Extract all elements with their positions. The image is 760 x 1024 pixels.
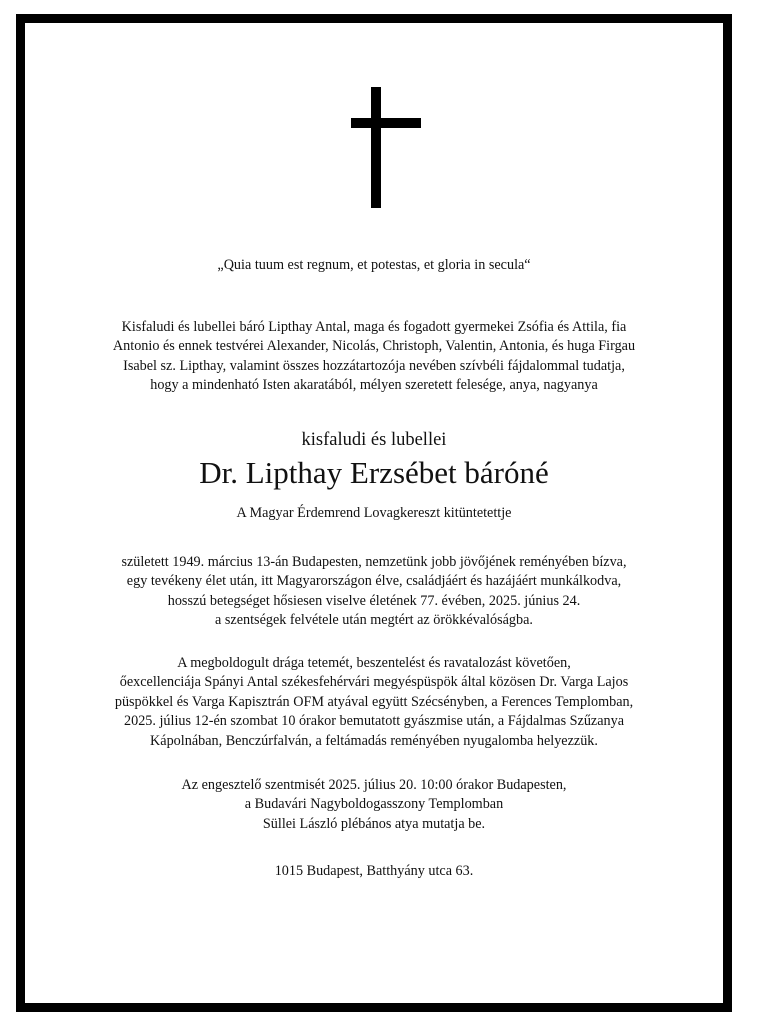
- announcement-line: hogy a mindenható Isten akaratából, mélyen szeretett felesége, anya, nagyanya: [150, 377, 598, 394]
- memorial-mass-paragraph: [25, 776, 723, 834]
- announcement-line: Antonio és ennek testvérei Alexander, Nicolás, Christoph, Valentin, Antonia, és huga Firgau: [112, 338, 636, 355]
- funeral-line: püspökkel és Varga Kapisztrán OFM atyával együtt Szécsényben, a Ferences Templomban,: [114, 693, 634, 710]
- mass-line: Süllei László plébános atya mutatja be.: [262, 815, 486, 832]
- name-prefix: kisfaludi és lubellei: [301, 430, 447, 450]
- funeral-line: őexcellenciája Spányi Antal székesfehérvári megyéspüspök által közösen Dr. Varga Lajos: [119, 674, 629, 691]
- address-line: 1015 Budapest, Batthyány utca 63.: [274, 863, 474, 879]
- latin-motto: „Quia tuum est regnum, et potestas, et gloria in secula“: [217, 257, 531, 273]
- funeral-line: 2025. július 12-én szombat 10 órakor bemutatott gyászmise után, a Fájdalmas Szűzanya: [124, 713, 624, 730]
- life-line: született 1949. március 13-án Budapesten, nemzetünk jobb jövőjének reményében bízva,: [121, 554, 627, 570]
- announcement-line: Isabel sz. Lipthay, valamint összes hozzátartozója nevében szívbéli fájdalommal tudatja,: [123, 357, 625, 374]
- funeral-line: Kápolnában, Benczúrfalván, a feltámadás reményében nyugalomba helyezzük.: [150, 732, 598, 749]
- life-line: egy tevékeny élet után, itt Magyarországon élve, családjáért és hazájáért munkálkodva,: [126, 573, 622, 590]
- funeral-paragraph: [25, 654, 723, 751]
- announcement-paragraph: [25, 318, 723, 396]
- funeral-line: A megboldogult drága tetemét, beszentelést és ravatalozást követően,: [177, 655, 571, 671]
- announcement-line: Kisfaludi és lubellei báró Lipthay Antal, maga és fogadott gyermekei Zsófia és Attila, fia: [121, 319, 627, 335]
- life-line: hosszú betegséget hősiesen viselve életének 77. évében, 2025. június 24.: [167, 592, 581, 609]
- deceased-name: Dr. Lipthay Erzsébet báróné: [199, 455, 549, 490]
- life-paragraph: [25, 553, 723, 631]
- life-line: a szentségek felvétele után megtért az örökkévalóságba.: [215, 612, 533, 629]
- mass-line: Az engesztelő szentmisét 2025. július 20. 10:00 órakor Budapesten,: [181, 777, 567, 793]
- obituary-frame: [16, 14, 732, 1012]
- mass-line: a Budavári Nagyboldogasszony Templomban: [244, 796, 504, 813]
- award-line: A Magyar Érdemrend Lovagkereszt kitüntetettje: [236, 505, 512, 521]
